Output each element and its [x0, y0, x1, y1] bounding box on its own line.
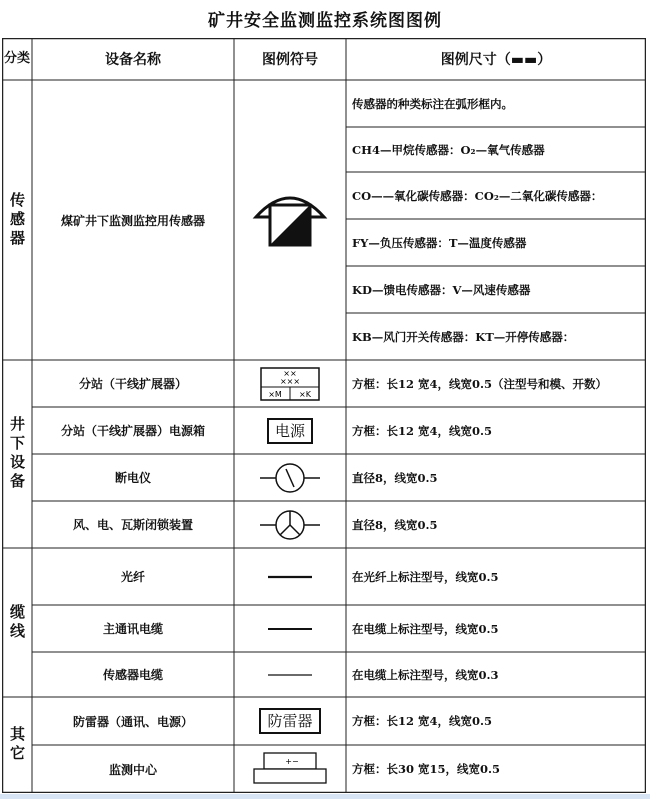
- sensor-cable-name: 传感器电缆: [102, 668, 163, 682]
- category-other: 其它: [8, 726, 26, 764]
- fiber-symbol: [234, 548, 346, 605]
- sensor-cable-symbol: [234, 652, 346, 697]
- category-sensors: 传感器: [8, 191, 26, 249]
- main-cable-symbol: [234, 605, 346, 652]
- sensor-note-5: KD—馈电传感器：V—风速传感器: [352, 282, 531, 297]
- category-cables: 缆线: [8, 603, 26, 642]
- header-symbol: 图例符号: [262, 52, 318, 68]
- lightning-arrester-icon: 防雷器: [259, 708, 320, 734]
- sensor-note-6: KB—风门开关传感器：KT—开停传感器：: [352, 329, 575, 344]
- arrester-symbol: [234, 697, 346, 745]
- sensor-cable-size: 在电缆上标注型号，线宽0.3: [352, 667, 499, 682]
- fiber-size: 在光纤上标注型号，线宽0.5: [352, 569, 499, 584]
- sensor-note-4: FY—负压传感器：T—温度传感器: [352, 235, 527, 250]
- lockout-symbol: [234, 501, 346, 548]
- substation-size: 方框：长12 宽4，线宽0.5（注型号和模、开数）: [352, 376, 608, 391]
- arrester-size: 方框：长12 宽4，线宽0.5: [352, 714, 493, 728]
- substation-symbol: [234, 360, 346, 407]
- sensor-device-name: 煤矿井下监测监控用传感器: [60, 213, 205, 228]
- legend-table: [2, 38, 646, 793]
- power-box-name: 分站（干线扩展器）电源箱: [60, 424, 205, 438]
- monitor-center-mark: +−: [285, 757, 299, 766]
- substation-name: 分站（干线扩展器）: [78, 377, 187, 391]
- substation-mark-left: ×M: [268, 389, 282, 399]
- monitor-center-icon: [252, 752, 328, 786]
- lockout-name: 风、电、瓦斯闭锁装置: [72, 518, 193, 532]
- breaker-name: 断电仪: [114, 471, 151, 485]
- breaker-symbol: [234, 454, 346, 501]
- gas-lockout-icon: [258, 507, 322, 543]
- substation-mark-top: ××: [283, 368, 297, 378]
- sensor-note-1: 传感器的种类标注在弧形框内。: [352, 96, 513, 111]
- power-box-icon: 电源: [267, 418, 313, 444]
- fiber-name: 光纤: [120, 570, 145, 584]
- substation-mark-mid: ×××: [279, 376, 301, 386]
- breaker-size: 直径8，线宽0.5: [352, 470, 438, 485]
- monitor-center-symbol: [234, 745, 346, 793]
- power-breaker-icon: [258, 461, 322, 495]
- power-box-size: 方框：长12 宽4，线宽0.5: [352, 423, 493, 438]
- page-bottom-strip: [0, 794, 650, 799]
- header-size: 图例尺寸（▬▬）: [440, 52, 552, 68]
- main-cable-size: 在电缆上标注型号，线宽0.5: [352, 621, 499, 636]
- sensor-symbol: [234, 80, 346, 360]
- header-device-name: 设备名称: [105, 52, 161, 68]
- main-cable-name: 主通讯电缆: [102, 622, 163, 636]
- header-category: 分类: [3, 51, 30, 66]
- fiber-line-icon: [268, 574, 312, 580]
- sensor-note-2: CH4—甲烷传感器：O₂—氧气传感器: [352, 142, 545, 157]
- monitor-center-name: 监测中心: [108, 762, 157, 777]
- substation-mark-right: ×K: [299, 389, 311, 399]
- arrester-name: 防雷器（通讯、电源）: [72, 714, 193, 729]
- power-box-symbol: [234, 407, 346, 454]
- sensor-note-3: CO——氧化碳传感器：CO₂—二氧化碳传感器：: [352, 188, 603, 203]
- legend-title: 矿井安全监测监控系统图图例: [208, 11, 442, 31]
- main-cable-line-icon: [268, 626, 312, 632]
- lockout-size: 直径8，线宽0.5: [352, 517, 438, 532]
- arc-sensor-icon: [250, 185, 330, 255]
- category-underground: 井下设备: [8, 416, 26, 492]
- sensor-cable-line-icon: [268, 672, 312, 678]
- substation-icon: [260, 367, 320, 401]
- monitor-center-size: 方框：长30 宽15，线宽0.5: [352, 762, 501, 776]
